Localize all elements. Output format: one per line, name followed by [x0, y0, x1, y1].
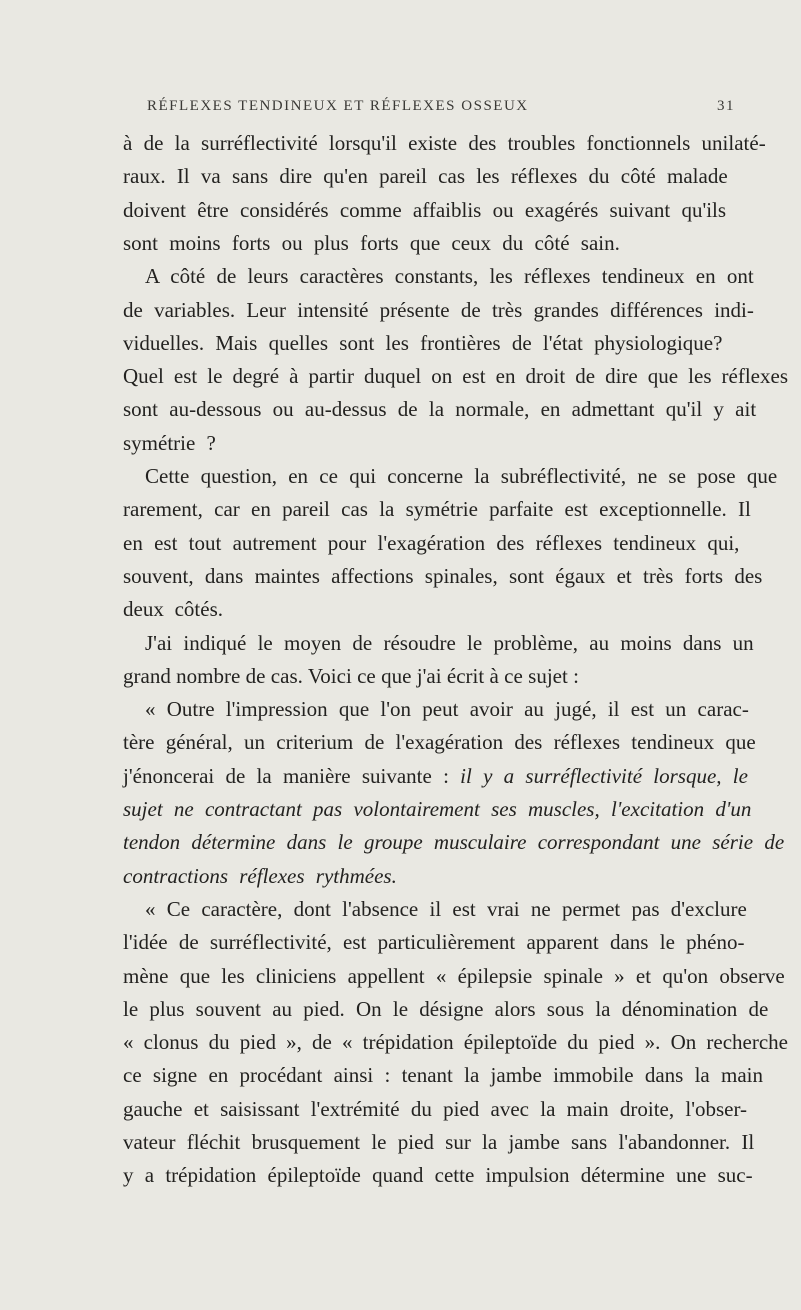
text-line: [123, 726, 756, 759]
text-segment: « Ce caractère, dont l'absence il est vrai ne permet pas d'exclure: [145, 896, 747, 921]
running-title: RÉFLEXES TENDINEUX ET RÉFLEXES OSSEUX: [147, 98, 529, 114]
text-line: [123, 327, 722, 360]
text-segment: « clonus du pied », de « trépidation épileptoïde du pied ». On recherche: [123, 1030, 788, 1055]
text-line: [123, 593, 223, 626]
text-segment: à de la surréflectivité lorsqu'il existe des troubles fonctionnels unilaté-: [123, 131, 766, 155]
text-segment: raux. Il va sans dire qu'en pareil cas les réflexes du côté malade: [123, 164, 728, 189]
page-number: 31: [717, 98, 735, 114]
text-line: [123, 860, 397, 893]
text-segment: symétrie ?: [123, 430, 216, 455]
text-line: [123, 360, 788, 393]
text-line: [123, 294, 754, 327]
text-segment: souvent, dans maintes affections spinales, sont égaux et très forts des: [123, 563, 763, 588]
italic-segment: contractions réflexes rythmées.: [123, 863, 397, 888]
text-segment: vateur fléchit brusquement le pied sur la jambe sans l'abandonner. Il: [123, 1130, 755, 1154]
text-segment: j'énoncerai de la manière suivante :: [123, 763, 461, 788]
text-line: [123, 1093, 747, 1126]
text-segment: en est tout autrement pour l'exagération des réflexes tendineux qui,: [123, 530, 740, 555]
text-segment: sont moins forts ou plus forts que ceux du côté sain.: [123, 230, 620, 255]
text-line: [123, 760, 748, 793]
text-segment: A côté de leurs caractères constants, les réflexes tendineux en ont: [145, 264, 754, 289]
text-line: [123, 1126, 754, 1159]
text-segment: « Outre l'impression que l'on peut avoir au jugé, il est un carac-: [145, 697, 749, 722]
text-segment: sont au-dessous ou au-dessus de la normale, en admettant qu'il y ait: [123, 397, 757, 422]
text-segment: tère général, un criterium de l'exagération des réflexes tendineux que: [123, 730, 756, 755]
text-line: [145, 627, 754, 660]
text-line: [123, 194, 726, 227]
text-line: [145, 260, 754, 293]
text-segment: ce signe en procédant ainsi : tenant la jambe immobile dans la main: [123, 1063, 763, 1088]
text-line: [123, 926, 744, 959]
text-segment: mène que les cliniciens appellent « épilepsie spinale » et qu'on observe: [123, 963, 785, 988]
text-line: [123, 660, 579, 693]
text-line: [123, 1026, 788, 1059]
text-line: [145, 693, 749, 726]
text-line: [145, 893, 747, 926]
text-segment: J'ai indiqué le moyen de résoudre le problème, au moins dans un: [145, 630, 754, 655]
text-line: [145, 460, 777, 493]
text-line: [123, 960, 785, 993]
text-segment: viduelles. Mais quelles sont les frontières de l'état physiologique?: [123, 330, 723, 355]
text-segment: gauche et saisissant l'extrémité du pied avec la main droite, l'obser-: [123, 1096, 748, 1121]
text-line: [123, 527, 739, 560]
text-line: [123, 793, 751, 826]
text-line: [123, 227, 620, 260]
text-line: [123, 1059, 763, 1092]
italic-segment: sujet ne contractant pas volontairement ses muscles, l'excitation d'un: [123, 797, 752, 821]
text-segment: grand nombre de cas. Voici ce que j'ai écrit à ce sujet :: [123, 663, 579, 688]
text-line: [123, 127, 766, 160]
text-segment: l'idée de surréflectivité, est particulièrement apparent dans le phéno-: [123, 930, 745, 955]
text-segment: y a trépidation épileptoïde quand cette impulsion détermine une suc-: [123, 1163, 753, 1188]
text-line: [123, 993, 768, 1026]
text-segment: doivent être considérés comme affaiblis ou exagérés suivant qu'ils: [123, 197, 727, 222]
text-line: [123, 826, 784, 859]
text-segment: Cette question, en ce qui concerne la subréflectivité, ne se pose que: [145, 464, 778, 488]
text-line: [123, 427, 216, 460]
text-segment: le plus souvent au pied. On le désigne alors sous la dénomination de: [123, 996, 769, 1021]
italic-segment: tendon détermine dans le groupe musculaire correspondant une série de: [123, 830, 785, 855]
text-segment: de variables. Leur intensité présente de très grandes différences indi-: [123, 297, 754, 322]
text-line: [123, 393, 756, 426]
text-segment: rarement, car en pareil cas la symétrie parfaite est exceptionnelle. Il: [123, 497, 751, 522]
text-line: [123, 560, 762, 593]
running-header: [0, 98, 801, 122]
italic-segment: il y a surréflectivité lorsque, le: [460, 763, 748, 788]
text-line: [123, 160, 728, 193]
text-segment: Quel est le degré à partir duquel on est en droit de dire que les réflexes: [123, 364, 788, 389]
text-line: [123, 1159, 753, 1192]
text-line: [123, 493, 751, 526]
text-segment: deux côtés.: [123, 597, 223, 622]
